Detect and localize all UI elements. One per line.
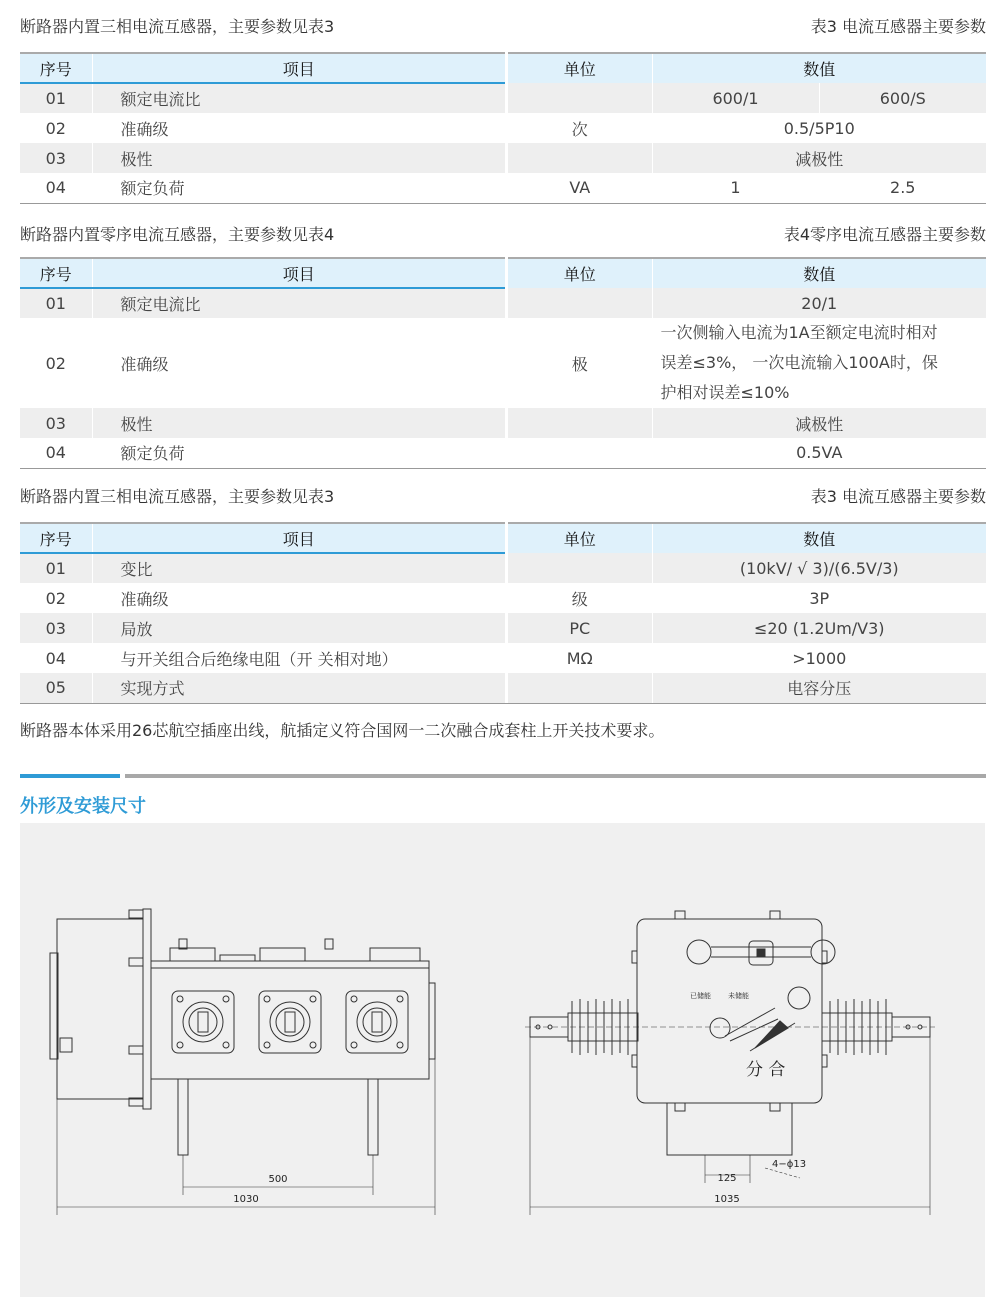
charged-label: 已储能 <box>690 992 711 1000</box>
table3b-caption <box>20 484 986 508</box>
row-item: 准确级 <box>92 113 505 143</box>
row-value-b: 2.5 <box>819 173 986 203</box>
dim-125: 125 <box>717 1173 737 1184</box>
row-value: 0.5VA <box>652 438 986 468</box>
header-unit: 单位 <box>508 523 652 553</box>
table3-caption-left: 断路器内置三相电流互感器，主要参数见表3 <box>20 17 335 36</box>
table4-caption-right: 表4零序电流互感器主要参数 <box>783 225 986 244</box>
dimension-drawing <box>20 823 985 1297</box>
row-no: 01 <box>20 83 92 113</box>
table3-current-transformer <box>20 52 986 204</box>
table3b-caption-left: 断路器内置三相电流互感器，主要参数见表3 <box>20 487 335 506</box>
row-unit: 次 <box>571 119 588 139</box>
row-value: 0.5/5P10 <box>652 113 986 143</box>
row-unit: MΩ <box>566 648 593 668</box>
row-value: 减极性 <box>652 408 986 438</box>
row-value: >1000 <box>652 643 986 673</box>
outline-drawing-svg <box>20 823 985 1297</box>
row-value: (10kV/ √ 3)/(6.5V/3) <box>652 553 986 583</box>
row-unit <box>508 288 652 318</box>
header-item: 项目 <box>92 523 505 553</box>
table4-caption-left: 断路器内置零序电流互感器，主要参数见表4 <box>20 225 335 244</box>
header-item: 项目 <box>92 258 505 288</box>
row-no: 03 <box>20 613 92 643</box>
row-item: 实现方式 <box>92 673 505 703</box>
row-no: 03 <box>20 408 92 438</box>
header-no: 序号 <box>20 523 92 553</box>
row-no: 01 <box>20 288 92 318</box>
row-no: 02 <box>45 353 66 373</box>
section-title: 外形及安装尺寸 <box>20 796 146 817</box>
row-item: 额定负荷 <box>92 438 505 468</box>
table-row <box>20 173 986 203</box>
table-row <box>20 288 986 318</box>
section-divider-accent <box>20 774 120 778</box>
row-item: 额定电流比 <box>92 83 505 113</box>
bushing-window <box>172 991 234 1053</box>
row-no: 02 <box>45 588 66 608</box>
row-value-b: 600/S <box>819 83 986 113</box>
row-no: 04 <box>20 173 92 203</box>
row-value-a: 600/1 <box>652 83 819 113</box>
row-value: 3P <box>652 583 986 613</box>
row-unit: 极 <box>571 354 588 374</box>
header-value: 数值 <box>652 258 986 288</box>
row-no: 03 <box>20 143 92 173</box>
table4-caption <box>20 222 986 246</box>
table3-caption <box>20 14 986 38</box>
dim-1030: 1030 <box>233 1194 259 1205</box>
header-unit: 单位 <box>508 53 652 83</box>
table-row <box>20 643 986 673</box>
table-row <box>20 583 986 613</box>
row-unit <box>508 438 652 468</box>
section-divider <box>125 774 986 778</box>
value-line: 护相对误差≤10% <box>660 383 790 402</box>
dim-500: 500 <box>268 1174 288 1185</box>
row-item: 变比 <box>92 553 505 583</box>
row-unit <box>508 673 652 703</box>
row-no: 01 <box>20 553 92 583</box>
row-unit <box>508 553 652 583</box>
row-value-a: 1 <box>652 173 819 203</box>
row-unit: 级 <box>571 589 588 609</box>
row-no: 04 <box>45 648 66 668</box>
row-item: 极性 <box>92 143 505 173</box>
row-item: 准确级 <box>92 583 505 613</box>
row-unit: VA <box>508 173 652 203</box>
bushing-window <box>346 991 408 1053</box>
dim-1035: 1035 <box>714 1194 740 1205</box>
header-no: 序号 <box>20 53 92 83</box>
table-row <box>20 438 986 468</box>
row-unit <box>508 408 652 438</box>
table3b-caption-right: 表3 电流互感器主要参数 <box>810 487 986 506</box>
open-close-label: 分 合 <box>746 1060 786 1080</box>
side-view <box>525 911 935 1215</box>
table-row <box>20 673 986 703</box>
table3-caption-right: 表3 电流互感器主要参数 <box>810 17 986 36</box>
row-item: 与开关组合后绝缘电阻（开 关相对地） <box>92 643 505 673</box>
row-value-multiline <box>652 318 986 408</box>
row-no: 05 <box>20 673 92 703</box>
table-row <box>20 113 986 143</box>
table-row <box>20 143 986 173</box>
row-value: 20/1 <box>652 288 986 318</box>
value-line: 一次侧输入电流为1A至额定电流时相对 <box>660 323 938 342</box>
front-view <box>50 909 435 1215</box>
row-value: 减极性 <box>652 143 986 173</box>
table4-zero-sequence-ct <box>20 257 986 469</box>
row-unit <box>508 143 652 173</box>
table-row <box>20 553 986 583</box>
header-value: 数值 <box>652 53 986 83</box>
row-value: 电容分压 <box>652 673 986 703</box>
table-row <box>20 408 986 438</box>
row-no: 02 <box>45 118 66 138</box>
hole-label: 4−ϕ13 <box>772 1159 807 1170</box>
header-no: 序号 <box>20 258 92 288</box>
table-row <box>20 318 986 408</box>
row-item: 极性 <box>92 408 505 438</box>
row-item: 局放 <box>92 613 505 643</box>
row-item: 准确级 <box>92 318 505 408</box>
header-item: 项目 <box>92 53 505 83</box>
table-row <box>20 613 986 643</box>
row-unit: PC <box>508 613 652 643</box>
table-row <box>20 83 986 113</box>
row-unit <box>508 83 652 113</box>
table3-voltage-sensor <box>20 522 986 704</box>
row-item: 额定电流比 <box>92 288 505 318</box>
header-value: 数值 <box>652 523 986 553</box>
row-item: 额定负荷 <box>92 173 505 203</box>
row-no: 04 <box>20 438 92 468</box>
uncharged-label: 未储能 <box>728 992 749 1000</box>
row-value: ≤20 (1.2Um/V3) <box>652 613 986 643</box>
header-unit: 单位 <box>508 258 652 288</box>
bushing-window <box>259 991 321 1053</box>
value-line: 误差≤3%， 一次电流输入100A时，保 <box>660 353 938 372</box>
connector-note: 断路器本体采用26芯航空插座出线，航插定义符合国网一二次融合成套柱上开关技术要求。 <box>20 721 665 740</box>
